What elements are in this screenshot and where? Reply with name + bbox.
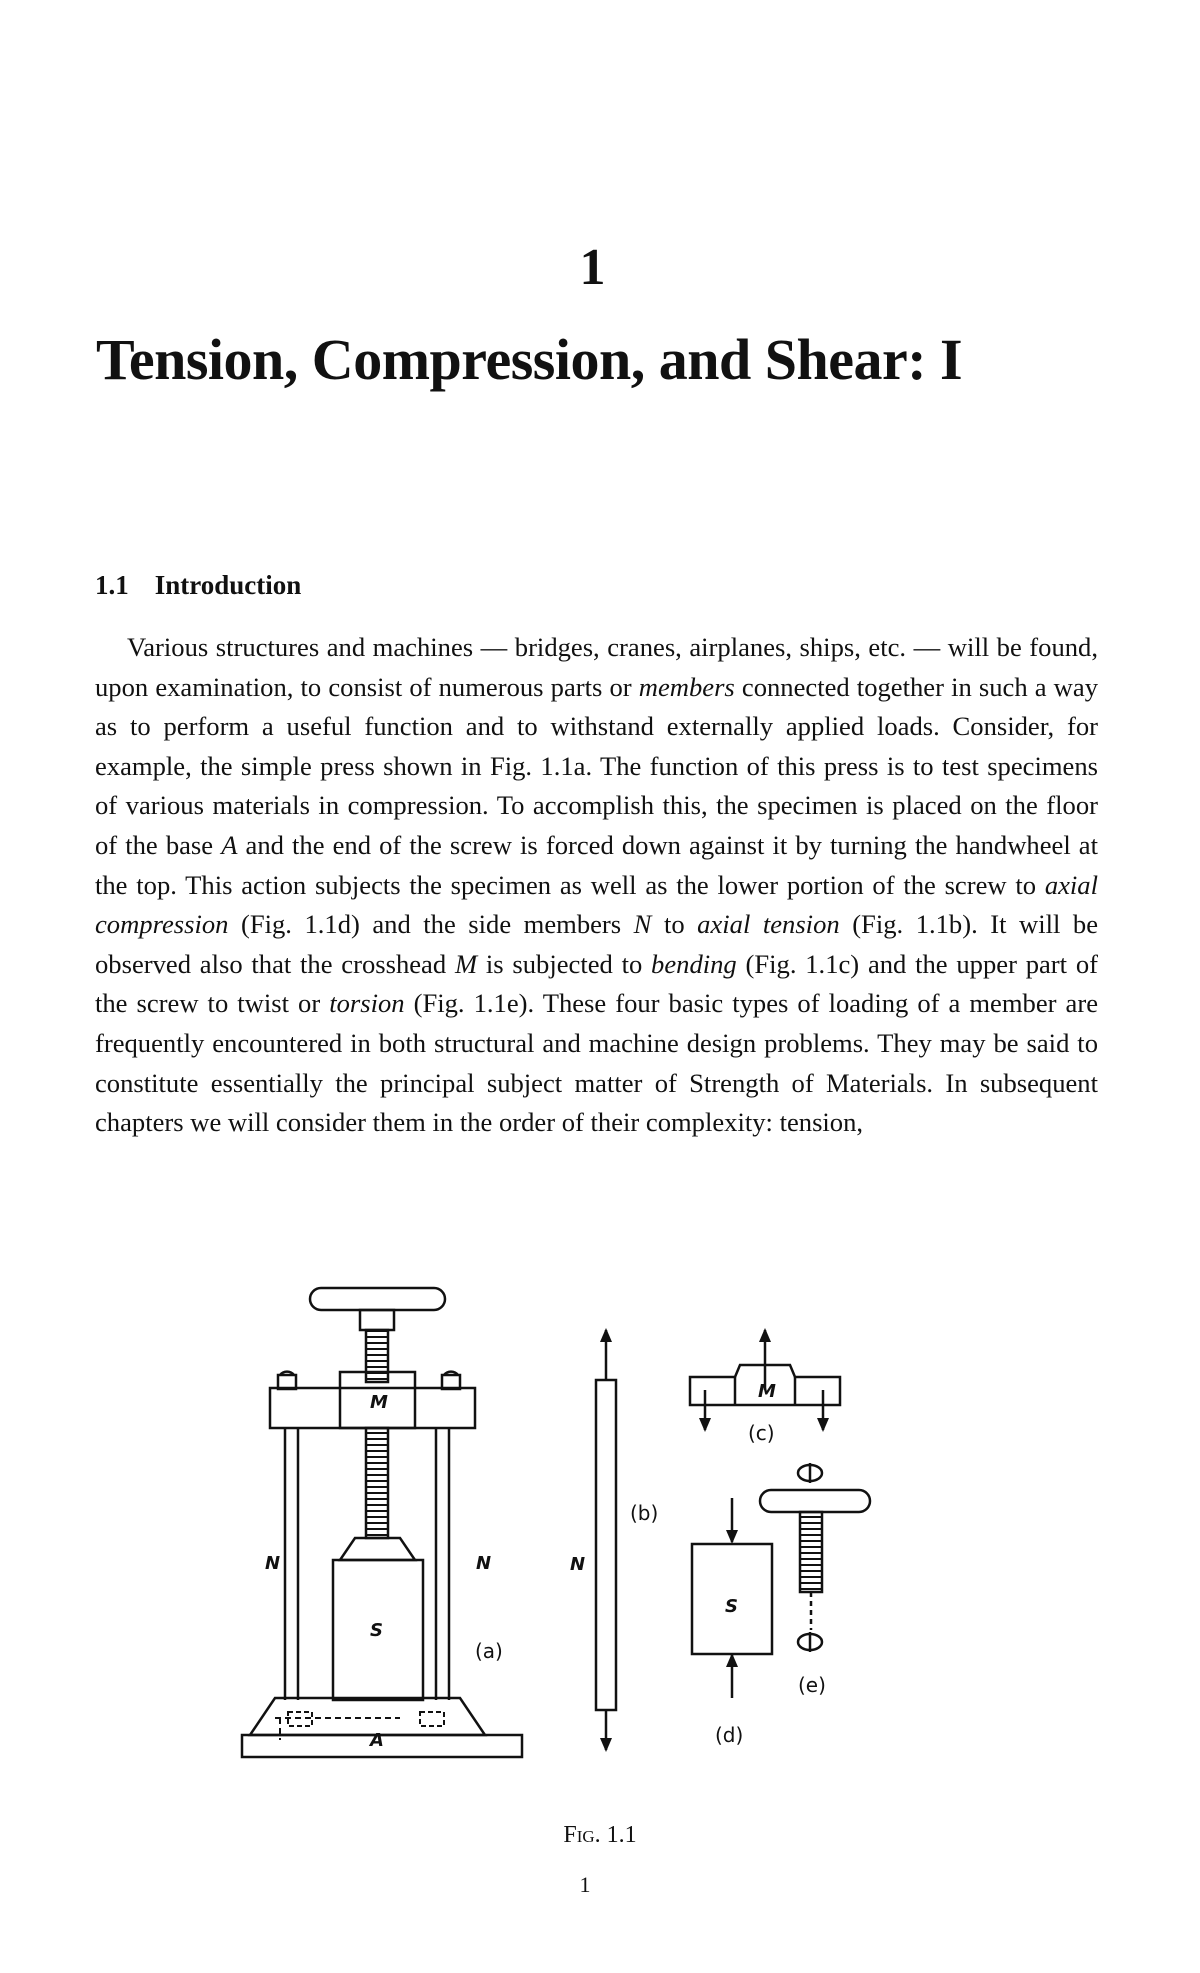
term-axial-compression: axial compression xyxy=(95,869,1098,940)
label-c: (c) xyxy=(748,1421,775,1445)
label-b: (b) xyxy=(630,1501,659,1525)
torsion-screw-diagram xyxy=(760,1463,870,1697)
label-N-b: N xyxy=(570,1554,586,1575)
term-axial-tension: axial tension xyxy=(697,909,840,940)
var-A: A xyxy=(221,829,238,860)
intro-paragraph: Various structures and machines — bridges, cranes, airplanes, ships, etc. — will be found, upon examination, to consist of numerous parts or members connected together in such a way as to perform a useful function and to withstand externally applied loads. Consider, for example, the simple press shown in Fig. 1.1a. The function of this press is to test specimens of various materials in compression. To accomplish this, the specimen is placed on the floor of the base A and the end of the screw is forced down against it by turning the handwheel at the top. This action subjects the specimen as well as the lower portion of the screw to axial compression (Fig. 1.1d) and the side members N to axial tension (Fig. 1.1b). It will be observed also that the crosshead M is subjected to bending (Fig. 1.1c) and the upper part of the screw to twist or torsion (Fig. 1.1e). These four basic types of loading of a member are frequently encountered in both structural and machine design problems. They may be said to constitute essentially the principal subject matter of Strength of Materials. In subsequent chapters we will consider them in the order of their complexity: tension, xyxy=(95,632,1099,1138)
term-bending: bending xyxy=(651,948,737,979)
term-members: members xyxy=(638,671,735,702)
section-number: 1.1 xyxy=(95,570,129,600)
section-title: Introduction xyxy=(154,570,302,600)
label-S-a: S xyxy=(370,1620,383,1641)
figure-1-1 xyxy=(230,1280,950,1810)
figure-caption: Fig. 1.1 xyxy=(563,1822,637,1848)
var-M: M xyxy=(454,948,478,979)
compression-specimen-diagram xyxy=(692,1498,772,1747)
section-heading xyxy=(95,570,301,601)
label-A-a: A xyxy=(370,1730,384,1751)
label-e: (e) xyxy=(798,1673,826,1697)
label-N-a-right: N xyxy=(476,1553,492,1574)
var-N: N xyxy=(633,909,652,940)
label-a: (a) xyxy=(475,1639,503,1663)
chapter-number: 1 xyxy=(579,239,606,296)
label-M-c: M xyxy=(758,1381,776,1402)
label-N-a-left: N xyxy=(265,1553,281,1574)
crosshead-diagram xyxy=(690,1328,840,1445)
press-diagram xyxy=(242,1288,522,1757)
tension-member-diagram xyxy=(570,1328,658,1752)
term-torsion: torsion xyxy=(329,988,405,1019)
label-d: (d) xyxy=(715,1723,744,1747)
chapter-title: Tension, Compression, and Shear: I xyxy=(96,327,963,392)
page-number: 1 xyxy=(579,1872,591,1897)
label-S-d: S xyxy=(725,1596,738,1617)
label-M-a: M xyxy=(370,1392,388,1413)
